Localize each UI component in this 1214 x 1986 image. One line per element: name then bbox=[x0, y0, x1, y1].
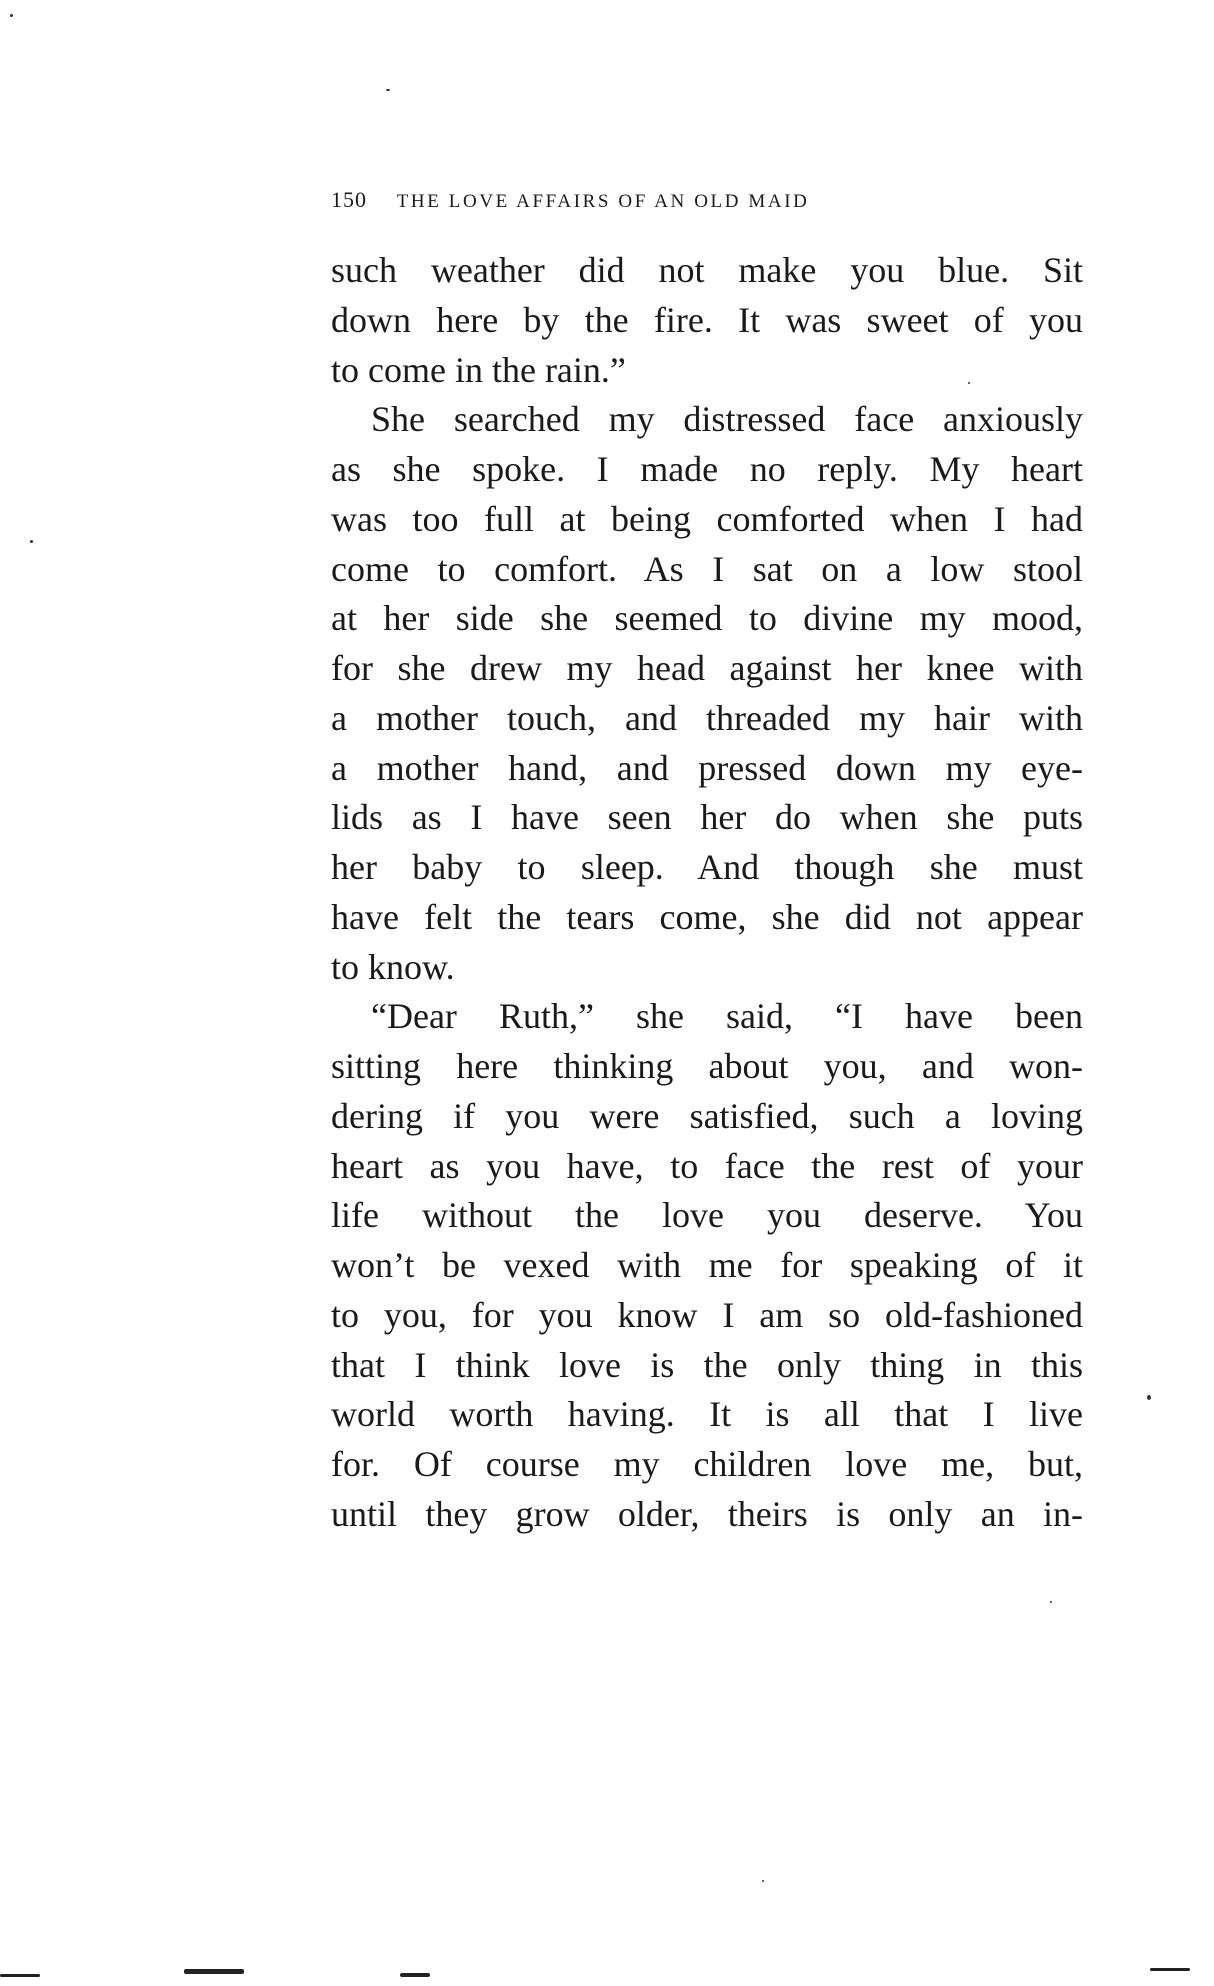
text-line: lids as I have seen her do when she puts bbox=[331, 797, 1083, 838]
scan-speck bbox=[1147, 1395, 1151, 1400]
scan-smudge bbox=[0, 1974, 40, 1977]
page-number: 150 bbox=[331, 187, 367, 212]
text-line: at her side she seemed to divine my mood, bbox=[331, 598, 1083, 639]
scan-speck bbox=[10, 14, 13, 17]
text-line: to you, for you know I am so old-fashioned bbox=[331, 1294, 1083, 1335]
text-line: for she drew my head against her knee with bbox=[331, 648, 1083, 688]
scan-speck bbox=[386, 89, 390, 91]
text-line: such weather did not make you blue. Sit bbox=[331, 250, 1083, 290]
scan-speck bbox=[1050, 1601, 1052, 1603]
scan-speck bbox=[30, 540, 33, 543]
text-line: come to comfort. As I sat on a low stool bbox=[331, 548, 1083, 589]
text-line: won’t be vexed with me for speaking of it bbox=[331, 1245, 1083, 1285]
text-line: life without the love you deserve. You bbox=[331, 1195, 1083, 1236]
scan-speck bbox=[968, 382, 970, 384]
scan-smudge bbox=[400, 1973, 430, 1977]
scan-smudge bbox=[184, 1969, 244, 1974]
text-line: have felt the tears come, she did not appear bbox=[331, 896, 1083, 937]
text-line: to come in the rain.” bbox=[331, 349, 626, 390]
text-line: as she spoke. I made no reply. My heart bbox=[331, 449, 1083, 489]
text-line: until they grow older, theirs is only an in- bbox=[331, 1493, 1083, 1534]
text-line: heart as you have, to face the rest of your bbox=[331, 1145, 1083, 1186]
text-line: She searched my distressed face anxiously bbox=[371, 399, 1083, 440]
text-line: dering if you were satisfied, such a loving bbox=[331, 1095, 1083, 1136]
text-line: was too full at being comforted when I had bbox=[331, 498, 1083, 539]
body-text bbox=[331, 246, 1083, 1540]
text-line: to know. bbox=[331, 946, 455, 987]
running-title: THE LOVE AFFAIRS OF AN OLD MAID bbox=[396, 191, 810, 212]
running-head bbox=[331, 187, 1091, 213]
text-line: a mother hand, and pressed down my eye- bbox=[331, 747, 1083, 788]
text-line: a mother touch, and threaded my hair with bbox=[331, 697, 1083, 738]
text-line: “Dear Ruth,” she said, “I have been bbox=[371, 996, 1083, 1037]
text-line: that I think love is the only thing in this bbox=[331, 1344, 1083, 1385]
text-line: down here by the fire. It was sweet of you bbox=[331, 299, 1083, 340]
scan-speck bbox=[762, 1880, 764, 1882]
text-line: sitting here thinking about you, and won- bbox=[331, 1046, 1083, 1086]
text-line: her baby to sleep. And though she must bbox=[331, 847, 1083, 887]
text-line: for. Of course my children love me, but, bbox=[331, 1444, 1083, 1484]
text-line: world worth having. It is all that I live bbox=[331, 1394, 1083, 1435]
scan-smudge bbox=[1150, 1968, 1190, 1971]
